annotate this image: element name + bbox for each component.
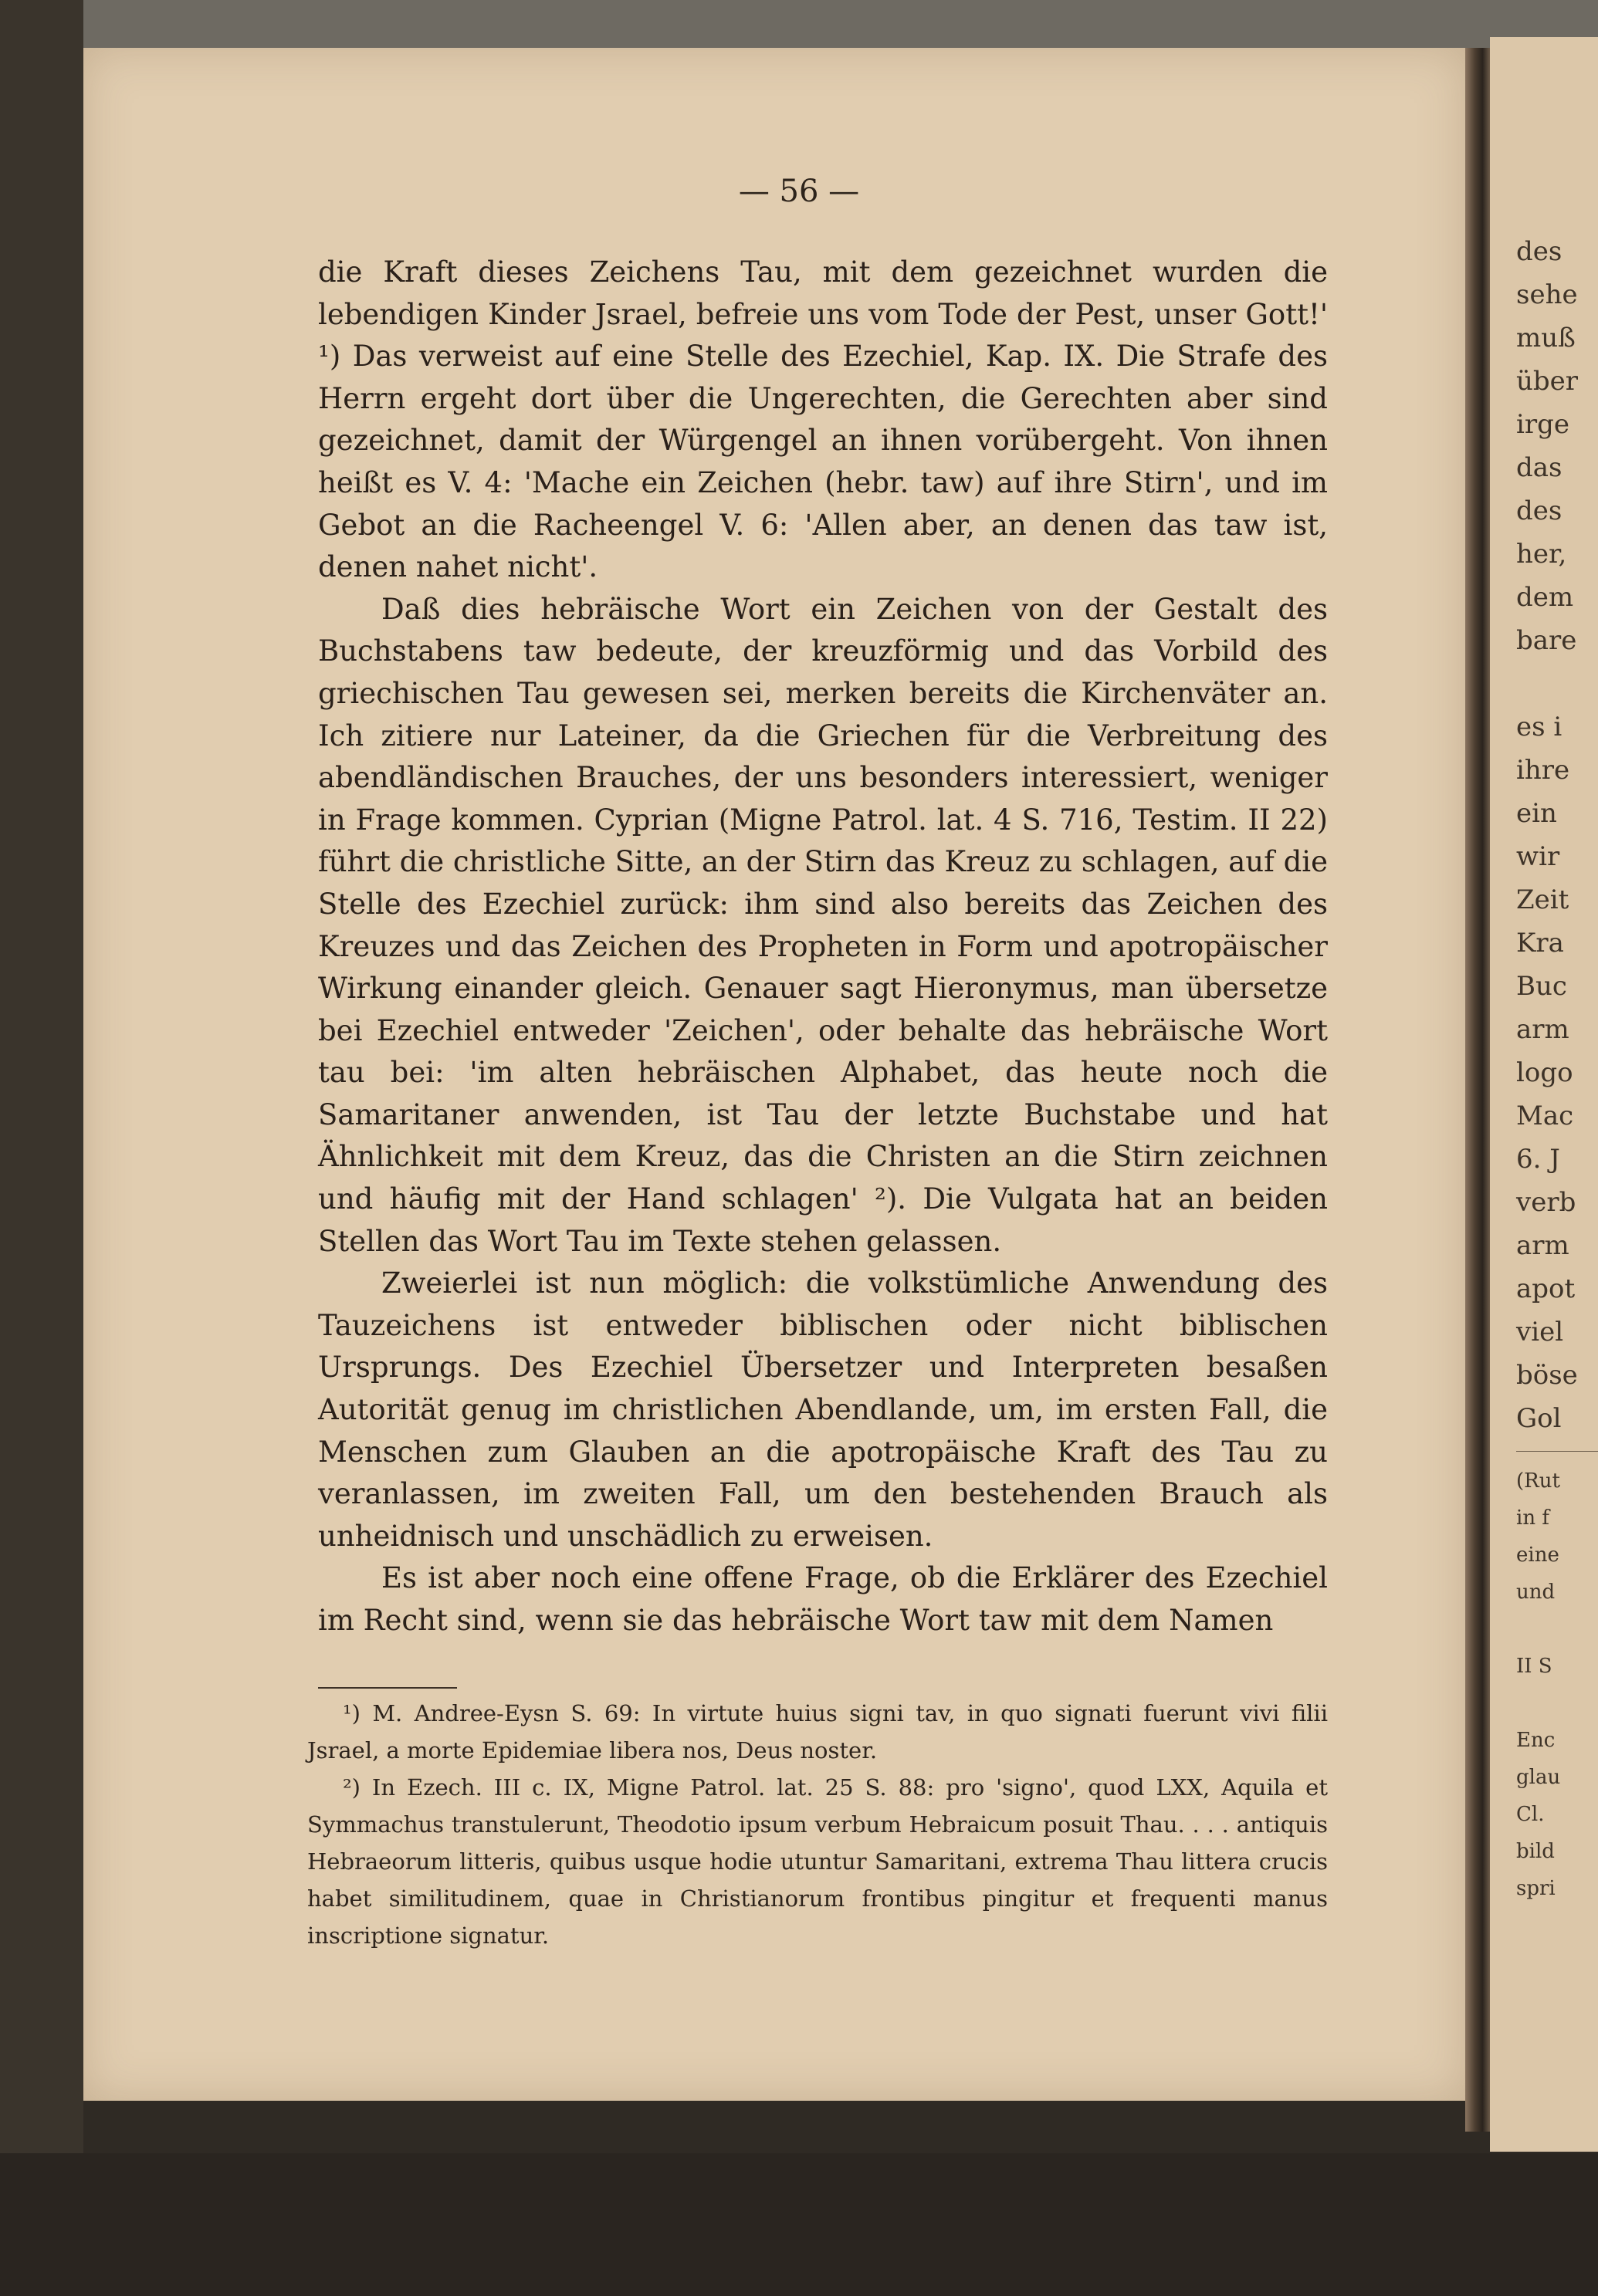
- adjacent-page-line: dem: [1516, 582, 1574, 613]
- adjacent-page-footnote-line: eine: [1516, 1544, 1559, 1567]
- adjacent-page-line: [1490, 662, 1598, 705]
- paragraph: Zweierlei ist nun möglich: die volkstümliche Anwendung des Tauzeichens ist entweder biblischen oder nicht biblischen Ursprungs. Des Ezechiel Übersetzer und Interpreten besaßen Autorität genug im christlichen Abendlande, um, im ersten Fall, die Menschen zum Glauben an die apotropäische Kraft des Tau zu veranlassen, im zweiten Fall, um den bestehenden Brauch als unheidnisch und unschädlich zu erweisen.: [318, 1266, 1328, 1553]
- footnote: ¹) M. Andree-Eysn S. 69: In virtute huius signi tav, in quo signati fuerunt vivi filii Jsrael, a morte Epidemiae libera nos, Deus noster.: [307, 1700, 1328, 1763]
- adjacent-page-line: her,: [1516, 539, 1567, 570]
- adjacent-page-footnote-line: [1490, 1685, 1598, 1722]
- adjacent-page-line: des: [1516, 495, 1562, 526]
- adjacent-page-line: über: [1516, 366, 1579, 397]
- adjacent-page-line: des: [1516, 236, 1562, 267]
- adjacent-page-line: Buc: [1516, 971, 1567, 1002]
- adjacent-page-footnote-line: in f: [1516, 1506, 1549, 1530]
- adjacent-page-footnote-line: Cl.: [1516, 1803, 1545, 1826]
- adjacent-page-footnote-line: II S: [1516, 1655, 1552, 1678]
- adjacent-page-footnote-line: glau: [1516, 1766, 1561, 1789]
- page-number: — 56 —: [738, 174, 860, 209]
- adjacent-page-edge: [1490, 37, 1598, 2152]
- paragraph: Es ist aber noch eine offene Frage, ob die Erklärer des Ezechiel im Recht sind, wenn sie das hebräische Wort taw mit dem Namen: [318, 1561, 1328, 1637]
- adjacent-page-line: sehe: [1516, 279, 1578, 310]
- adjacent-page-line: irge: [1516, 409, 1570, 440]
- footnotes: [307, 1695, 1328, 1954]
- adjacent-page-line: Mac: [1516, 1101, 1574, 1131]
- adjacent-page-footnote-line: bild: [1516, 1840, 1555, 1863]
- adjacent-page-line: es i: [1516, 712, 1562, 742]
- adjacent-page-line: Zeit: [1516, 884, 1569, 915]
- adjacent-page-line: bare: [1516, 625, 1577, 656]
- adjacent-page-footnote-line: Enc: [1516, 1729, 1556, 1752]
- adjacent-page-line: verb: [1516, 1187, 1576, 1218]
- adjacent-page-footnote-lines: [1490, 1462, 1598, 1907]
- book-gutter: [1465, 48, 1490, 2132]
- paragraph: Daß dies hebräische Wort ein Zeichen von der Gestalt des Buchstabens taw bedeute, der kreuzförmig und das Vorbild des griechischen Tau gewesen sei, merken bereits die Kirchenväter an. Ich zitiere nur Lateiner, da die Griechen für die Verbreitung des abendländischen Brauches, der uns besonders interessiert, weniger in Frage kommen. Cyprian (Migne Patrol. lat. 4 S. 716, Testim. II 22) führt die christliche Sitte, an der Stirn das Kreuz zu schlagen, auf die Stelle des Ezechiel zurück: ihm sind also bereits das Zeichen des Kreuzes und das Zeichen des Propheten in Form und apotropäischer Wirkung einander gleich. Genauer sagt Hieronymus, man übersetze bei Ezechiel entweder 'Zeichen', oder behalte das hebräische Wort tau bei: 'im alten hebräischen Alphabet, das heute noch die Samaritaner anwenden, ist Tau der letzte Buchstabe und hat Ähnlichkeit mit dem Kreuz, das die Christen an die Stirn zeichnen und häufig mit der Hand schlagen' ²). Die Vulgata hat an beiden Stellen das Wort Tau im Texte stehen gelassen.: [318, 592, 1329, 1258]
- main-text: [318, 252, 1328, 1642]
- footnote-divider: [318, 1687, 457, 1689]
- footnote: ²) In Ezech. III c. IX, Migne Patrol. lat. 25 S. 88: pro 'signo', quod LXX, Aquila et Symmachus transtulerunt, Theodotio ipsum verbum Hebraicum posuit Thau. . . . antiquis Hebraeorum litteris, quibus usque hodie utuntur Samaritani, extrema Thau littera crucis habet similitudinem, quae in Christianorum frontibus pingitur et frequenti manus inscriptione signatur.: [307, 1774, 1328, 1949]
- adjacent-page-line: das: [1516, 452, 1562, 483]
- paragraph: die Kraft dieses Zeichens Tau, mit dem gezeichnet wurden die lebendigen Kinder Jsrael, befreie uns vom Tode der Pest, unser Gott!' ¹) Das verweist auf eine Stelle des Ezechiel, Kap. IX. Die Strafe des Herrn ergeht dort über die Ungerechten, die Gerechten aber sind gezeichnet, damit der Würgengel an ihnen vorübergeht. Von ihnen heißt es V. 4: 'Mache ein Zeichen (hebr. taw) auf ihre Stirn', und im Gebot an die Racheengel V. 6: 'Allen aber, an denen das taw ist, denen nahet nicht'.: [318, 255, 1328, 584]
- scan-frame-bottom: [0, 2153, 1598, 2296]
- scan-frame-top: [0, 0, 1598, 48]
- adjacent-page-line: ihre: [1516, 755, 1570, 786]
- adjacent-page-line: logo: [1516, 1057, 1573, 1088]
- adjacent-page-line: arm: [1516, 1014, 1569, 1045]
- adjacent-page-line: Gol: [1516, 1403, 1562, 1434]
- scan-frame-left: [0, 0, 83, 2296]
- adjacent-page-line: ein: [1516, 798, 1557, 829]
- adjacent-page-line: böse: [1516, 1360, 1578, 1391]
- adjacent-page-footnote-line: und: [1516, 1581, 1556, 1604]
- adjacent-page-line: arm: [1516, 1230, 1569, 1261]
- adjacent-page-line: wir: [1516, 841, 1560, 872]
- adjacent-page-lines: [1490, 230, 1598, 1440]
- adjacent-page-line: 6. J: [1516, 1144, 1560, 1175]
- adjacent-page-footnote-line: [1490, 1611, 1598, 1648]
- adjacent-page-line: Kra: [1516, 928, 1564, 959]
- adjacent-page-line: muß: [1516, 323, 1576, 353]
- adjacent-page-line: apot: [1516, 1273, 1576, 1304]
- adjacent-page-footnote-line: (Rut: [1516, 1469, 1560, 1493]
- adjacent-footnote-rule: [1516, 1451, 1598, 1452]
- adjacent-page-footnote-line: spri: [1516, 1877, 1556, 1900]
- adjacent-page-line: viel: [1516, 1317, 1564, 1348]
